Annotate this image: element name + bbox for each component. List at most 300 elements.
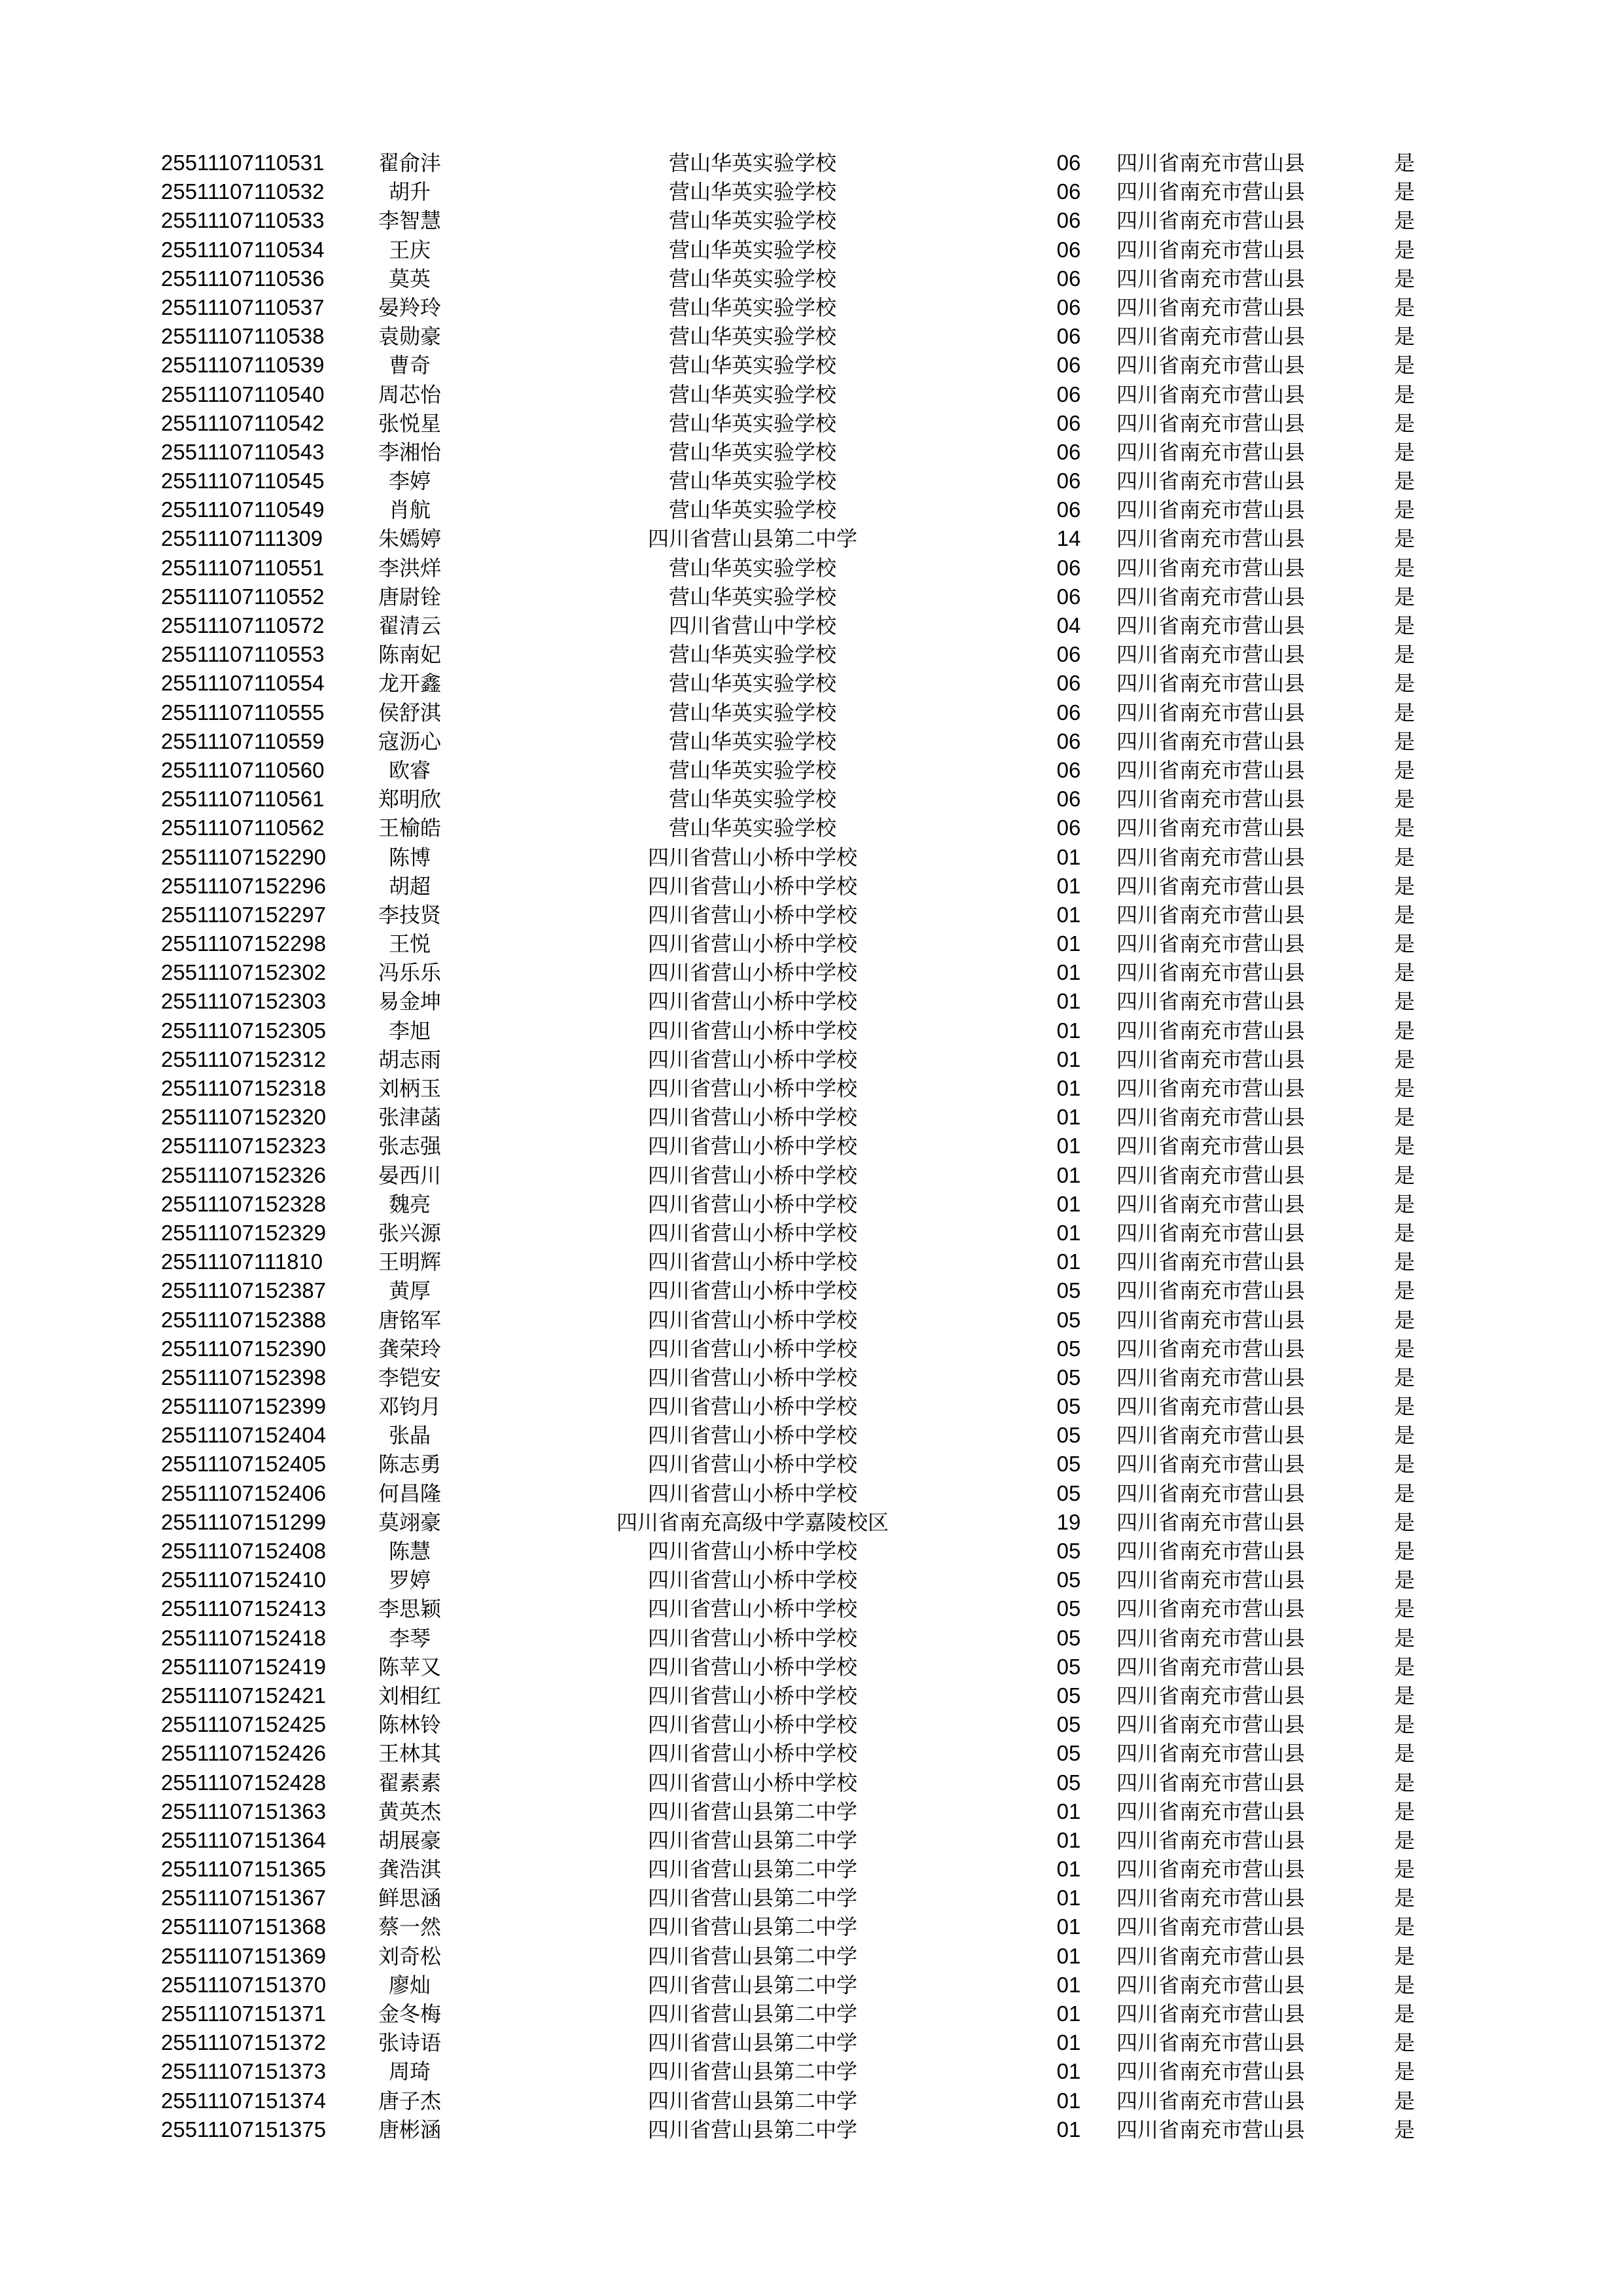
status-flag: 是 [1394, 1799, 1416, 1824]
table-row [0, 1016, 1623, 1045]
student-name: 陈慧 [388, 1539, 431, 1564]
candidate-id: 25511107110572 [161, 613, 325, 637]
student-name: 张悦星 [378, 410, 441, 436]
class-code: 01 [1056, 1914, 1081, 1939]
school-name: 四川省营山小桥中学校 [647, 1452, 857, 1477]
candidate-id: 25511107152406 [161, 1480, 327, 1505]
status-flag: 是 [1394, 1249, 1416, 1275]
table-row [0, 1074, 1623, 1103]
class-code: 01 [1056, 873, 1081, 898]
status-flag: 是 [1394, 526, 1416, 552]
table-row [0, 901, 1623, 929]
student-name: 唐彬涵 [378, 2117, 441, 2142]
candidate-id: 25511107151369 [161, 1943, 327, 1968]
candidate-id: 25511107110533 [161, 208, 325, 233]
status-flag: 是 [1394, 1596, 1416, 1622]
status-flag: 是 [1394, 1220, 1416, 1246]
student-name: 唐尉铨 [378, 584, 441, 609]
school-name: 四川省营山小桥中学校 [647, 989, 857, 1014]
region: 四川省南充市营山县 [1116, 1278, 1306, 1304]
candidate-id: 25511107152418 [161, 1625, 327, 1650]
region: 四川省南充市营山县 [1116, 1365, 1306, 1390]
region: 四川省南充市营山县 [1116, 844, 1306, 870]
region: 四川省南充市营山县 [1116, 1596, 1306, 1622]
status-flag: 是 [1394, 1654, 1416, 1679]
school-name: 四川省营山小桥中学校 [647, 1076, 857, 1101]
school-name: 四川省营山小桥中学校 [647, 1480, 857, 1506]
school-name: 四川省营山小桥中学校 [647, 1105, 857, 1130]
candidate-id: 25511107152405 [161, 1452, 327, 1477]
region: 四川省南充市营山县 [1116, 179, 1306, 205]
class-code: 06 [1056, 642, 1081, 667]
region: 四川省南充市营山县 [1116, 1654, 1306, 1679]
status-flag: 是 [1394, 844, 1416, 870]
table-row [0, 1045, 1623, 1074]
candidate-id: 25511107152318 [161, 1076, 327, 1100]
region: 四川省南充市营山县 [1116, 2059, 1306, 2085]
candidate-id: 25511107152421 [161, 1683, 327, 1708]
candidate-id: 25511107152298 [161, 931, 327, 956]
class-code: 01 [1056, 1134, 1081, 1158]
table-row [0, 2087, 1623, 2115]
school-name: 营山华英实验学校 [668, 555, 836, 581]
class-code: 05 [1056, 1423, 1081, 1448]
status-flag: 是 [1394, 2001, 1416, 2026]
status-flag: 是 [1394, 1076, 1416, 1101]
table-row [0, 1681, 1623, 1710]
school-name: 四川省营山小桥中学校 [647, 1596, 857, 1622]
school-name: 四川省营山小桥中学校 [647, 1278, 857, 1304]
table-row [0, 1219, 1623, 1247]
status-flag: 是 [1394, 1568, 1416, 1593]
candidate-id: 25511107152408 [161, 1539, 327, 1563]
status-flag: 是 [1394, 757, 1416, 783]
region: 四川省南充市营山县 [1116, 2117, 1306, 2142]
table-row [0, 669, 1623, 698]
student-name: 蔡一然 [378, 1914, 441, 1940]
table-row [0, 987, 1623, 1016]
table-row [0, 467, 1623, 495]
status-flag: 是 [1394, 324, 1416, 350]
region: 四川省南充市营山县 [1116, 237, 1306, 262]
student-name: 李铠安 [378, 1365, 441, 1390]
student-name: 刘奇松 [378, 1943, 441, 1969]
table-row [0, 351, 1623, 380]
table-row [0, 1768, 1623, 1797]
class-code: 05 [1056, 1712, 1081, 1737]
student-name: 冯乐乐 [378, 960, 441, 986]
candidate-id: 25511107110534 [161, 237, 325, 262]
student-name: 李婷 [388, 469, 431, 494]
table-row [0, 1450, 1623, 1479]
candidate-id: 25511107151374 [161, 2088, 327, 2113]
student-name: 陈林铃 [378, 1712, 441, 1738]
class-code: 01 [1056, 1799, 1081, 1823]
student-name: 王林其 [378, 1741, 441, 1767]
class-code: 01 [1056, 1047, 1081, 1071]
class-code: 01 [1056, 1220, 1081, 1245]
table-row [0, 322, 1623, 351]
student-name: 李思颖 [378, 1596, 441, 1622]
student-name: 翟素素 [378, 1770, 441, 1795]
student-name: 邓钧月 [378, 1394, 441, 1420]
region: 四川省南充市营山县 [1116, 324, 1306, 350]
table-row [0, 380, 1623, 409]
student-name: 曹奇 [388, 353, 431, 378]
candidate-id: 25511107110559 [161, 728, 325, 753]
status-flag: 是 [1394, 1625, 1416, 1651]
status-flag: 是 [1394, 1827, 1416, 1853]
region: 四川省南充市营山县 [1116, 1394, 1306, 1420]
school-name: 营山华英实验学校 [668, 497, 836, 523]
student-name: 胡志雨 [378, 1047, 441, 1072]
student-name: 张兴源 [378, 1220, 441, 1246]
status-flag: 是 [1394, 1452, 1416, 1477]
school-name: 四川省营山县第二中学 [647, 2030, 857, 2056]
class-code: 05 [1056, 1307, 1081, 1332]
candidate-id: 25511107110549 [161, 497, 325, 522]
region: 四川省南充市营山县 [1116, 642, 1306, 668]
region: 四川省南充市营山县 [1116, 757, 1306, 783]
class-code: 01 [1056, 1191, 1081, 1216]
region: 四川省南充市营山县 [1116, 1741, 1306, 1767]
class-code: 06 [1056, 295, 1081, 319]
candidate-id: 25511107152428 [161, 1770, 327, 1795]
status-flag: 是 [1394, 902, 1416, 927]
school-name: 四川省营山县第二中学 [647, 1827, 857, 1853]
student-name: 陈志勇 [378, 1452, 441, 1477]
class-code: 06 [1056, 584, 1081, 609]
status-flag: 是 [1394, 1134, 1416, 1159]
student-name: 晏羚玲 [378, 295, 441, 320]
table-row [0, 1103, 1623, 1132]
student-name: 郑明欣 [378, 787, 441, 812]
candidate-id: 25511107151365 [161, 1857, 327, 1882]
region: 四川省南充市营山县 [1116, 2088, 1306, 2113]
student-name: 胡展豪 [378, 1827, 441, 1853]
status-flag: 是 [1394, 873, 1416, 899]
status-flag: 是 [1394, 469, 1416, 494]
class-code: 05 [1056, 1336, 1081, 1361]
region: 四川省南充市营山县 [1116, 1509, 1306, 1535]
class-code: 01 [1056, 1972, 1081, 1997]
candidate-id: 25511107110560 [161, 757, 325, 782]
table-row [0, 2000, 1623, 2028]
status-flag: 是 [1394, 497, 1416, 523]
status-flag: 是 [1394, 960, 1416, 986]
class-code: 05 [1056, 1683, 1081, 1708]
table-row [0, 1797, 1623, 1826]
candidate-id: 25511107110555 [161, 700, 325, 725]
student-name: 肖航 [388, 497, 431, 523]
table-row [0, 1710, 1623, 1739]
class-code: 06 [1056, 700, 1081, 725]
student-name: 李湘怡 [378, 439, 441, 465]
table-row [0, 756, 1623, 785]
region: 四川省南充市营山县 [1116, 816, 1306, 841]
school-name: 营山华英实验学校 [668, 324, 836, 350]
table-row [0, 1421, 1623, 1450]
table-row [0, 1971, 1623, 2000]
status-flag: 是 [1394, 816, 1416, 841]
table-row [0, 206, 1623, 235]
table-row [0, 495, 1623, 524]
candidate-id: 25511107110552 [161, 584, 325, 609]
candidate-id: 25511107151363 [161, 1799, 327, 1823]
school-name: 四川省营山小桥中学校 [647, 1018, 857, 1043]
candidate-id: 25511107152426 [161, 1741, 327, 1766]
school-name: 营山华英实验学校 [668, 382, 836, 407]
candidate-id: 25511107110562 [161, 816, 325, 840]
class-code: 01 [1056, 2001, 1081, 2026]
candidate-id: 25511107151373 [161, 2059, 327, 2084]
region: 四川省南充市营山县 [1116, 295, 1306, 320]
table-row [0, 1624, 1623, 1653]
class-code: 06 [1056, 439, 1081, 464]
table-row [0, 1190, 1623, 1219]
school-name: 四川省营山县第二中学 [647, 1972, 857, 1998]
region: 四川省南充市营山县 [1116, 1683, 1306, 1708]
school-name: 营山华英实验学校 [668, 439, 836, 465]
class-code: 06 [1056, 787, 1081, 812]
school-name: 营山华英实验学校 [668, 410, 836, 436]
student-name: 李旭 [388, 1018, 431, 1043]
class-code: 01 [1056, 1249, 1081, 1274]
candidate-id: 25511107152398 [161, 1365, 327, 1390]
candidate-id: 25511107151364 [161, 1827, 327, 1852]
student-name: 黄英杰 [378, 1799, 441, 1824]
student-name: 张津菡 [378, 1105, 441, 1130]
status-flag: 是 [1394, 2030, 1416, 2056]
class-code: 06 [1056, 469, 1081, 493]
student-name: 侯舒淇 [378, 700, 441, 725]
student-name: 鲜思涵 [378, 1886, 441, 1911]
class-code: 01 [1056, 2030, 1081, 2055]
status-flag: 是 [1394, 1105, 1416, 1130]
candidate-id: 25511107151372 [161, 2030, 327, 2055]
school-name: 四川省营山小桥中学校 [647, 1423, 857, 1448]
table-row [0, 1884, 1623, 1912]
status-flag: 是 [1394, 787, 1416, 812]
candidate-id: 25511107110532 [161, 179, 325, 204]
table-row [0, 1247, 1623, 1276]
region: 四川省南充市营山县 [1116, 989, 1306, 1014]
school-name: 营山华英实验学校 [668, 208, 836, 234]
table-row [0, 264, 1623, 293]
region: 四川省南充市营山县 [1116, 873, 1306, 899]
status-flag: 是 [1394, 1509, 1416, 1535]
school-name: 四川省营山县第二中学 [647, 1857, 857, 1882]
school-name: 四川省营山小桥中学校 [647, 1568, 857, 1593]
class-code: 05 [1056, 1480, 1081, 1505]
school-name: 四川省营山县第二中学 [647, 1914, 857, 1940]
class-code: 05 [1056, 1568, 1081, 1592]
school-name: 营山华英实验学校 [668, 671, 836, 696]
table-row [0, 1479, 1623, 1508]
candidate-id: 25511107151367 [161, 1886, 327, 1910]
table-row [0, 1335, 1623, 1363]
status-flag: 是 [1394, 1423, 1416, 1448]
table-row [0, 409, 1623, 438]
table-row [0, 785, 1623, 814]
status-flag: 是 [1394, 2059, 1416, 2085]
status-flag: 是 [1394, 2117, 1416, 2142]
table-row [0, 814, 1623, 842]
region: 四川省南充市营山县 [1116, 1336, 1306, 1361]
status-flag: 是 [1394, 2088, 1416, 2113]
class-code: 01 [1056, 2117, 1081, 2142]
class-code: 06 [1056, 266, 1081, 291]
candidate-id: 25511107152303 [161, 989, 327, 1014]
status-flag: 是 [1394, 700, 1416, 725]
status-flag: 是 [1394, 1683, 1416, 1708]
candidate-id: 25511107110542 [161, 410, 325, 435]
school-name: 营山华英实验学校 [668, 151, 836, 175]
student-name: 王榆皓 [378, 816, 441, 841]
region: 四川省南充市营山县 [1116, 2001, 1306, 2026]
class-code: 01 [1056, 2059, 1081, 2084]
class-code: 01 [1056, 1943, 1081, 1968]
table-row [0, 149, 1623, 177]
candidate-id: 25511107152297 [161, 902, 327, 927]
status-flag: 是 [1394, 1886, 1416, 1911]
table-row [0, 1566, 1623, 1594]
candidate-id: 25511107152413 [161, 1596, 327, 1621]
candidate-id: 25511107110536 [161, 266, 325, 291]
table-row [0, 1826, 1623, 1855]
region: 四川省南充市营山县 [1116, 1162, 1306, 1188]
class-code: 01 [1056, 844, 1081, 869]
candidate-id: 25511107110545 [161, 469, 325, 493]
school-name: 四川省营山县第二中学 [647, 526, 857, 552]
region: 四川省南充市营山县 [1116, 497, 1306, 523]
student-name: 王明辉 [378, 1249, 441, 1275]
candidate-id: 25511107152323 [161, 1134, 327, 1158]
candidate-id: 25511107151368 [161, 1914, 327, 1939]
class-code: 14 [1056, 526, 1081, 551]
school-name: 营山华英实验学校 [668, 237, 836, 262]
region: 四川省南充市营山县 [1116, 1827, 1306, 1853]
region: 四川省南充市营山县 [1116, 1191, 1306, 1217]
table-row [0, 1855, 1623, 1884]
class-code: 01 [1056, 931, 1081, 956]
status-flag: 是 [1394, 1191, 1416, 1217]
candidate-id: 25511107110538 [161, 324, 325, 349]
status-flag: 是 [1394, 931, 1416, 957]
school-name: 四川省营山县第二中学 [647, 1799, 857, 1824]
student-name: 何昌隆 [378, 1480, 441, 1506]
class-code: 06 [1056, 324, 1081, 349]
class-code: 01 [1056, 1018, 1081, 1043]
class-code: 06 [1056, 816, 1081, 840]
region: 四川省南充市营山县 [1116, 1076, 1306, 1101]
school-name: 四川省营山小桥中学校 [647, 1162, 857, 1188]
region: 四川省南充市营山县 [1116, 382, 1306, 407]
school-name: 营山华英实验学校 [668, 700, 836, 725]
region: 四川省南充市营山县 [1116, 555, 1306, 581]
class-code: 19 [1056, 1509, 1081, 1534]
candidate-id: 25511107110561 [161, 787, 325, 812]
region: 四川省南充市营山县 [1116, 1423, 1306, 1448]
region: 四川省南充市营山县 [1116, 1972, 1306, 1998]
region: 四川省南充市营山县 [1116, 526, 1306, 552]
status-flag: 是 [1394, 1480, 1416, 1506]
class-code: 05 [1056, 1365, 1081, 1390]
table-row [0, 843, 1623, 872]
student-name: 刘相红 [378, 1683, 441, 1708]
status-flag: 是 [1394, 1712, 1416, 1738]
school-name: 四川省营山小桥中学校 [647, 1134, 857, 1159]
class-code: 05 [1056, 1625, 1081, 1650]
candidate-id: 25511107111309 [161, 526, 323, 551]
school-name: 四川省营山小桥中学校 [647, 1191, 857, 1217]
student-name: 龚荣玲 [378, 1336, 441, 1361]
status-flag: 是 [1394, 1770, 1416, 1795]
region: 四川省南充市营山县 [1116, 1568, 1306, 1593]
region: 四川省南充市营山县 [1116, 1799, 1306, 1824]
candidate-id: 25511107152305 [161, 1018, 327, 1043]
table-row [0, 1161, 1623, 1190]
status-flag: 是 [1394, 151, 1416, 175]
region: 四川省南充市营山县 [1116, 208, 1306, 234]
region: 四川省南充市营山县 [1116, 1249, 1306, 1275]
region: 四川省南充市营山县 [1116, 1105, 1306, 1130]
table-row [0, 1276, 1623, 1305]
status-flag: 是 [1394, 671, 1416, 696]
class-code: 05 [1056, 1452, 1081, 1477]
table-row [0, 1363, 1623, 1392]
student-name: 莫翊豪 [378, 1509, 441, 1535]
candidate-id: 25511107151299 [161, 1509, 327, 1534]
school-name: 四川省营山小桥中学校 [647, 960, 857, 986]
student-name: 龚浩淇 [378, 1857, 441, 1882]
candidate-id: 25511107151371 [161, 2001, 327, 2026]
school-name: 四川省营山小桥中学校 [647, 844, 857, 870]
school-name: 四川省营山小桥中学校 [647, 873, 857, 899]
school-name: 四川省营山小桥中学校 [647, 1683, 857, 1708]
status-flag: 是 [1394, 1741, 1416, 1767]
school-name: 四川省营山小桥中学校 [647, 1712, 857, 1738]
table-row [0, 1306, 1623, 1335]
student-name: 唐子杰 [378, 2088, 441, 2113]
student-name: 李琴 [388, 1625, 431, 1651]
school-name: 四川省营山小桥中学校 [647, 931, 857, 957]
student-name: 袁勋豪 [378, 324, 441, 350]
status-flag: 是 [1394, 237, 1416, 262]
class-code: 06 [1056, 671, 1081, 696]
student-name: 李洪烊 [378, 555, 441, 581]
region: 四川省南充市营山县 [1116, 2030, 1306, 2056]
candidate-id: 25511107152296 [161, 873, 327, 898]
school-name: 四川省营山小桥中学校 [647, 1625, 857, 1651]
student-name: 唐铭军 [378, 1307, 441, 1333]
student-name: 刘柄玉 [378, 1076, 441, 1101]
status-flag: 是 [1394, 613, 1416, 638]
region: 四川省南充市营山县 [1116, 151, 1306, 175]
school-name: 四川省营山小桥中学校 [647, 1307, 857, 1333]
region: 四川省南充市营山县 [1116, 1857, 1306, 1882]
table-row [0, 2115, 1623, 2144]
table-row [0, 1942, 1623, 1971]
candidate-id: 25511107151370 [161, 1972, 327, 1997]
status-flag: 是 [1394, 989, 1416, 1014]
student-name: 罗婷 [388, 1568, 431, 1593]
region: 四川省南充市营山县 [1116, 1307, 1306, 1333]
class-code: 01 [1056, 1105, 1081, 1130]
class-code: 06 [1056, 237, 1081, 262]
candidate-id: 25511107110543 [161, 439, 325, 464]
table-row [0, 1594, 1623, 1623]
